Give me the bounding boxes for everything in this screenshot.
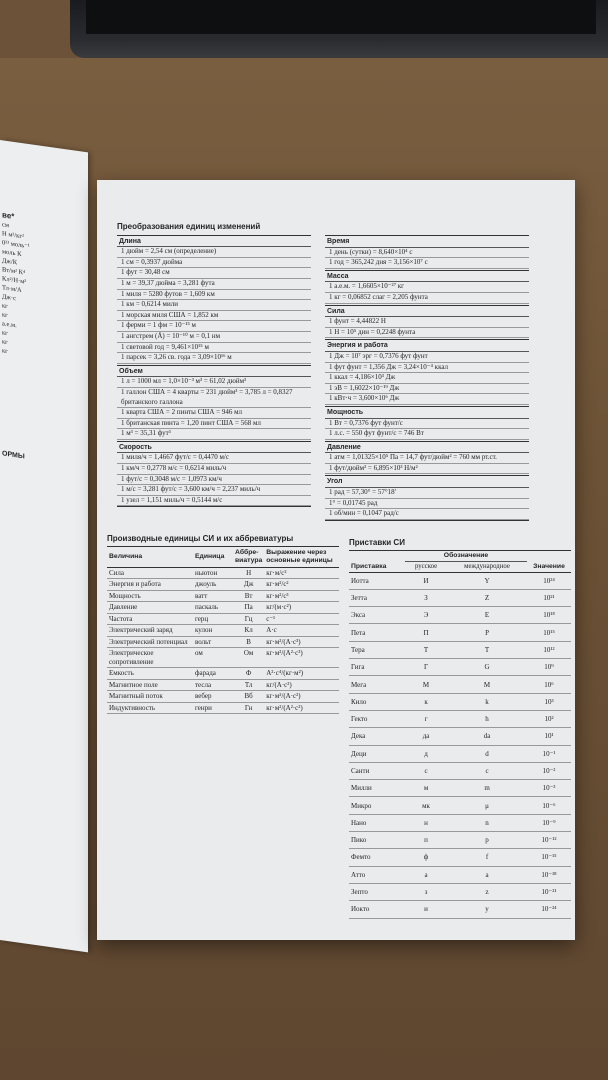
cell-expression: кг/(м·с²) xyxy=(264,602,339,614)
conversion-row: 1 ккал = 4,186×10³ Дж xyxy=(325,373,529,384)
left-page-line: Дж/К xyxy=(2,257,18,267)
cell-russian: м xyxy=(405,780,447,797)
cell-prefix: Нано xyxy=(349,814,405,831)
si-derived-table xyxy=(107,546,339,715)
cell-prefix: Пико xyxy=(349,832,405,849)
conversion-row: 1 м³ = 35,31 фут³ xyxy=(117,429,311,440)
cell-russian: с xyxy=(405,762,447,779)
si-derived-section xyxy=(107,534,343,714)
conversion-row: 1 кварта США = 2 пинты США = 946 мл xyxy=(117,408,311,419)
cell-value: 10⁻²⁴ xyxy=(527,901,571,918)
angle-rows xyxy=(325,488,529,520)
cell-russian: п xyxy=(405,832,447,849)
mass-rows xyxy=(325,282,529,303)
cell-international: m xyxy=(447,780,527,797)
cell-quantity: Емкость xyxy=(107,668,193,680)
cell-value: 10¹⁸ xyxy=(527,607,571,624)
cell-prefix: Гекто xyxy=(349,710,405,727)
left-page-lines xyxy=(2,220,72,365)
conversion-row: 1 рад = 57,30° = 57°18' xyxy=(325,488,529,499)
cell-expression: кг·м²/с² xyxy=(264,579,339,591)
angle-header: Угол xyxy=(325,475,529,488)
conversions-right-column xyxy=(325,234,529,521)
energy-rows xyxy=(325,352,529,405)
cell-abbr: Н xyxy=(233,567,264,579)
cell-international: h xyxy=(447,710,527,727)
conversion-row: 1 ангстрем (Å) = 10⁻¹⁰ м = 0,1 нм xyxy=(117,332,311,343)
cell-international: z xyxy=(447,883,527,900)
cell-quantity: Магнитное поле xyxy=(107,679,193,691)
conversion-row: 1 фут фунт = 1,356 Дж = 3,24×10⁻⁴ ккал xyxy=(325,363,529,374)
length-rows xyxy=(117,247,311,364)
conversion-row: 1 об/мин = 0,1047 рад/с xyxy=(325,509,529,520)
conversion-row: 1 кг = 0,06852 слаг = 2,205 фунта xyxy=(325,293,529,304)
table-row xyxy=(349,659,571,676)
table-row xyxy=(349,589,571,606)
time-header: Время xyxy=(325,235,529,248)
cell-unit: кулон xyxy=(193,625,233,637)
section-divider xyxy=(325,520,529,521)
col-unit: Единица xyxy=(193,546,233,567)
cell-expression: кг·м²/(А·с³) xyxy=(264,636,339,648)
table-row xyxy=(349,641,571,658)
left-page-line: кг xyxy=(2,338,8,347)
cell-abbr: Ом xyxy=(233,648,264,668)
left-page-line: Кл²/Н·м² xyxy=(2,275,27,286)
cell-value: 10⁻¹² xyxy=(527,832,571,849)
cell-expression: кг·м²/(А²·с³) xyxy=(264,648,339,668)
cell-quantity: Мощность xyxy=(107,590,193,602)
mass-header: Масса xyxy=(325,270,529,283)
section-divider xyxy=(117,506,311,507)
cell-value: 10⁹ xyxy=(527,659,571,676)
cell-russian: мк xyxy=(405,797,447,814)
conversion-row: 1 фут = 30,48 см xyxy=(117,268,311,279)
cell-prefix: Иокто xyxy=(349,901,405,918)
cell-unit: тесла xyxy=(193,679,233,691)
cell-prefix: Фемто xyxy=(349,849,405,866)
cell-prefix: Кило xyxy=(349,693,405,710)
cell-prefix: Пета xyxy=(349,624,405,641)
col-russian: русское xyxy=(405,561,447,572)
power-header: Мощность xyxy=(325,406,529,419)
force-header: Сила xyxy=(325,305,529,318)
left-page-title-fragment: ве* xyxy=(2,210,15,222)
cell-prefix: Санти xyxy=(349,762,405,779)
table-row xyxy=(349,797,571,814)
left-page-line: моль К xyxy=(2,248,22,259)
cell-international: a xyxy=(447,866,527,883)
cell-value: 10⁻⁹ xyxy=(527,814,571,831)
cell-russian: г xyxy=(405,710,447,727)
table-row xyxy=(349,693,571,710)
energy-header: Энергия и работа xyxy=(325,339,529,352)
table-row xyxy=(349,676,571,693)
col-abbr: Аббре-виатура xyxy=(233,546,264,567)
left-page-line: кг xyxy=(2,302,8,311)
cell-value: 10⁻²¹ xyxy=(527,883,571,900)
cell-prefix: Дека xyxy=(349,728,405,745)
table-row xyxy=(107,625,339,637)
table-row xyxy=(107,679,339,691)
cell-russian: Э xyxy=(405,607,447,624)
cell-international: μ xyxy=(447,797,527,814)
cell-russian: и xyxy=(405,901,447,918)
table-row xyxy=(107,567,339,579)
conversion-row: 1 дюйм = 2,54 см (определение) xyxy=(117,247,311,258)
table-row xyxy=(349,607,571,624)
cell-quantity: Электрическое сопротивление xyxy=(107,648,193,668)
cell-abbr: Вт xyxy=(233,590,264,602)
left-page-line: Тл·м/А xyxy=(2,284,22,295)
laptop-edge xyxy=(70,0,608,58)
table-row xyxy=(349,901,571,918)
conversion-row: 1 день (сутки) = 8,640×10⁴ с xyxy=(325,248,529,259)
cell-abbr: Па xyxy=(233,602,264,614)
power-rows xyxy=(325,419,529,440)
cell-expression: с⁻¹ xyxy=(264,613,339,625)
cell-abbr: Вб xyxy=(233,691,264,703)
cell-prefix: Атто xyxy=(349,866,405,883)
book-page xyxy=(97,180,575,940)
cell-value: 10⁻³ xyxy=(527,780,571,797)
table-row xyxy=(349,710,571,727)
conversion-row: 1 парсек = 3,26 св. года = 3,09×10¹⁶ м xyxy=(117,353,311,364)
conversions-left-column xyxy=(117,222,311,507)
col-quantity: Величина xyxy=(107,546,193,567)
table-row xyxy=(107,613,339,625)
cell-unit: герц xyxy=(193,613,233,625)
prefixes-section xyxy=(349,538,573,919)
cell-value: 10³ xyxy=(527,693,571,710)
conversion-row: 1 л.с. = 550 фут фунт/с = 746 Вт xyxy=(325,429,529,440)
cell-russian: ф xyxy=(405,849,447,866)
col-designation: Обозначение xyxy=(405,550,527,561)
col-international: международное xyxy=(447,561,527,572)
cell-prefix: Иотта xyxy=(349,572,405,589)
cell-prefix: Гига xyxy=(349,659,405,676)
conversion-row: 1 ферми = 1 фм = 10⁻¹⁵ м xyxy=(117,321,311,332)
cell-unit: вольт xyxy=(193,636,233,648)
conversion-row: 1 Н = 10⁵ дин = 0,2248 фунта xyxy=(325,328,529,339)
volume-header: Объем xyxy=(117,365,311,378)
cell-quantity: Энергия и работа xyxy=(107,579,193,591)
cell-expression: А·с xyxy=(264,625,339,637)
cell-russian: н xyxy=(405,814,447,831)
table-row xyxy=(349,624,571,641)
pressure-rows xyxy=(325,453,529,474)
cell-russian: к xyxy=(405,693,447,710)
table-row xyxy=(107,668,339,680)
cell-value: 10⁻² xyxy=(527,762,571,779)
conversion-row: 1 британская пинта = 1,20 пинт США = 568 мл xyxy=(117,419,311,430)
table-row xyxy=(349,849,571,866)
cell-unit: вебер xyxy=(193,691,233,703)
left-page-line: Вт/м² К⁴ xyxy=(2,266,26,277)
conversion-row: 1 год = 365,242 дня = 3,156×10⁷ с xyxy=(325,258,529,269)
cell-unit: джоуль xyxy=(193,579,233,591)
conversion-row: 1 Дж = 10⁷ эрг = 0,7376 фут фунт xyxy=(325,352,529,363)
cell-international: Y xyxy=(447,572,527,589)
cell-russian: Т xyxy=(405,641,447,658)
cell-expression: А²·с⁴/(кг·м²) xyxy=(264,668,339,680)
left-page-line: Н м²/кг² xyxy=(2,230,24,241)
cell-value: 10² xyxy=(527,710,571,727)
table-row xyxy=(107,602,339,614)
cell-unit: паскаль xyxy=(193,602,233,614)
cell-expression: кг·м²/(А²·с²) xyxy=(264,702,339,714)
cell-abbr: Ф xyxy=(233,668,264,680)
cell-quantity: Электрический потенциал xyxy=(107,636,193,648)
conversion-row: 1 км/ч = 0,2778 м/с = 0,6214 миль/ч xyxy=(117,464,311,475)
left-page-title2-fragment: ОРМЫ xyxy=(2,450,25,461)
cell-expression: кг·м²/с³ xyxy=(264,590,339,602)
cell-unit: ватт xyxy=(193,590,233,602)
cell-russian: З xyxy=(405,589,447,606)
time-rows xyxy=(325,248,529,269)
cell-international: p xyxy=(447,832,527,849)
cell-value: 10⁻¹⁵ xyxy=(527,849,571,866)
left-page-line: кг xyxy=(2,347,8,356)
cell-russian: М xyxy=(405,676,447,693)
cell-prefix: Зепто xyxy=(349,883,405,900)
conversion-row: 1 м/с = 3,281 фут/с = 3,600 км/ч = 2,237 миль/ч xyxy=(117,485,311,496)
conversions-title: Преобразования единиц изменений xyxy=(117,222,261,231)
table-row xyxy=(107,691,339,703)
cell-prefix: Милли xyxy=(349,780,405,797)
cell-russian: з xyxy=(405,883,447,900)
left-book-page xyxy=(0,140,88,952)
cell-international: G xyxy=(447,659,527,676)
cell-abbr: Гц xyxy=(233,613,264,625)
table-row xyxy=(107,579,339,591)
cell-international: f xyxy=(447,849,527,866)
table-row xyxy=(107,648,339,668)
conversion-row: 1 галлон США = 4 кварты = 231 дюйм³ = 3,785 л = 0,8327 британского галлона xyxy=(117,388,311,408)
volume-rows xyxy=(117,377,311,440)
cell-expression: кг·м/с² xyxy=(264,567,339,579)
laptop-screen-bezel xyxy=(86,0,596,34)
conversion-row: 1 миля = 5280 футов = 1,609 км xyxy=(117,290,311,301)
pressure-header: Давление xyxy=(325,441,529,454)
cell-international: T xyxy=(447,641,527,658)
cell-value: 10¹⁵ xyxy=(527,624,571,641)
col-value: Значение xyxy=(527,550,571,572)
cell-prefix: Тера xyxy=(349,641,405,658)
cell-international: da xyxy=(447,728,527,745)
conversion-row: 1 фут/с = 0,3048 м/с = 1,0973 км/ч xyxy=(117,475,311,486)
cell-value: 10¹² xyxy=(527,641,571,658)
table-row xyxy=(107,636,339,648)
cell-prefix: Мега xyxy=(349,676,405,693)
conversion-row: 1 фунт = 4,44822 Н xyxy=(325,317,529,328)
cell-value: 10⁻¹⁸ xyxy=(527,866,571,883)
conversion-row: 1 м = 39,37 дюйма = 3,281 фута xyxy=(117,279,311,290)
left-page-line: см xyxy=(2,221,9,230)
prefixes-title: Приставки СИ xyxy=(349,538,405,547)
cell-value: 10⁻¹ xyxy=(527,745,571,762)
col-expression: Выражение через основные единицы xyxy=(264,546,339,567)
cell-unit: ньютон xyxy=(193,567,233,579)
prefixes-table xyxy=(349,550,571,919)
cell-value: 10⁶ xyxy=(527,676,571,693)
cell-prefix: Экса xyxy=(349,607,405,624)
cell-russian: а xyxy=(405,866,447,883)
cell-expression: кг·м²/(А·с²) xyxy=(264,691,339,703)
conversion-row: 1 кВт·ч = 3,600×10⁶ Дж xyxy=(325,394,529,405)
cell-prefix: Деци xyxy=(349,745,405,762)
cell-value: 10¹ xyxy=(527,728,571,745)
conversion-row: 1 см = 0,3937 дюйма xyxy=(117,258,311,269)
conversion-row: 1° = 0,01745 рад xyxy=(325,499,529,510)
table-row xyxy=(349,572,571,589)
speed-header: Скорость xyxy=(117,441,311,454)
cell-abbr: Кл xyxy=(233,625,264,637)
cell-international: P xyxy=(447,624,527,641)
cell-russian: д xyxy=(405,745,447,762)
conversion-row: 1 световой год = 9,461×10¹⁵ м xyxy=(117,343,311,354)
conversion-row: 1 эВ = 1,6022×10⁻¹⁹ Дж xyxy=(325,384,529,395)
left-page-line: кг xyxy=(2,329,8,338)
cell-quantity: Сила xyxy=(107,567,193,579)
cell-international: E xyxy=(447,607,527,624)
col-prefix: Приставка xyxy=(349,550,405,572)
cell-international: M xyxy=(447,676,527,693)
cell-international: y xyxy=(447,901,527,918)
conversion-row: 1 морская миля США = 1,852 км xyxy=(117,311,311,322)
cell-abbr: Дж xyxy=(233,579,264,591)
cell-expression: кг/(А·с²) xyxy=(264,679,339,691)
conversion-row: 1 фут/дюйм² = 6,895×10³ Н/м² xyxy=(325,464,529,475)
cell-quantity: Индуктивность xyxy=(107,702,193,714)
table-row xyxy=(349,780,571,797)
cell-abbr: В xyxy=(233,636,264,648)
conversion-row: 1 км = 0,6214 мили xyxy=(117,300,311,311)
cell-prefix: Зетта xyxy=(349,589,405,606)
conversion-row: 1 узел = 1,151 миль/ч = 0,5144 м/с xyxy=(117,496,311,507)
table-row xyxy=(107,590,339,602)
cell-unit: генри xyxy=(193,702,233,714)
conversion-row: 1 атм = 1,01325×10⁵ Па = 14,7 фут/дюйм² = 760 мм рт.ст. xyxy=(325,453,529,464)
left-page-line: 0²³ моль⁻¹ xyxy=(2,239,30,251)
table-row xyxy=(349,832,571,849)
cell-unit: фарада xyxy=(193,668,233,680)
cell-international: k xyxy=(447,693,527,710)
cell-quantity: Давление xyxy=(107,602,193,614)
left-page-line: а.е.м. xyxy=(2,320,17,330)
cell-prefix: Микро xyxy=(349,797,405,814)
cell-value: 10²⁴ xyxy=(527,572,571,589)
cell-abbr: Тл xyxy=(233,679,264,691)
table-row xyxy=(107,702,339,714)
cell-value: 10²¹ xyxy=(527,589,571,606)
conversion-row: 1 л = 1000 мл = 1,0×10⁻³ м³ = 61,02 дюйм³ xyxy=(117,377,311,388)
cell-russian: Г xyxy=(405,659,447,676)
table-row xyxy=(349,728,571,745)
conversion-row: 1 миля/ч = 1,4667 фут/с = 0,4470 м/с xyxy=(117,453,311,464)
si-derived-title: Производные единицы СИ и их аббревиатуры xyxy=(107,534,294,543)
force-rows xyxy=(325,317,529,338)
speed-rows xyxy=(117,453,311,506)
cell-international: Z xyxy=(447,589,527,606)
conversion-row: 1 а.е.м. = 1,6605×10⁻²⁷ кг xyxy=(325,282,529,293)
cell-russian: да xyxy=(405,728,447,745)
cell-international: d xyxy=(447,745,527,762)
si-derived-body xyxy=(107,567,339,714)
table-row xyxy=(349,883,571,900)
conversion-row: 1 Вт = 0,7376 фут фунт/с xyxy=(325,419,529,430)
length-header: Длина xyxy=(117,235,311,248)
cell-russian: И xyxy=(405,572,447,589)
left-page-line: Дж·с xyxy=(2,293,16,303)
cell-value: 10⁻⁶ xyxy=(527,797,571,814)
table-row xyxy=(349,814,571,831)
cell-international: c xyxy=(447,762,527,779)
cell-international: n xyxy=(447,814,527,831)
cell-quantity: Частота xyxy=(107,613,193,625)
cell-quantity: Магнитный поток xyxy=(107,691,193,703)
table-row xyxy=(349,762,571,779)
table-row xyxy=(349,745,571,762)
cell-quantity: Электрический заряд xyxy=(107,625,193,637)
cell-abbr: Гн xyxy=(233,702,264,714)
cell-unit: ом xyxy=(193,648,233,668)
table-row xyxy=(349,866,571,883)
cell-russian: П xyxy=(405,624,447,641)
prefixes-body xyxy=(349,572,571,918)
left-page-line: кг xyxy=(2,311,8,320)
